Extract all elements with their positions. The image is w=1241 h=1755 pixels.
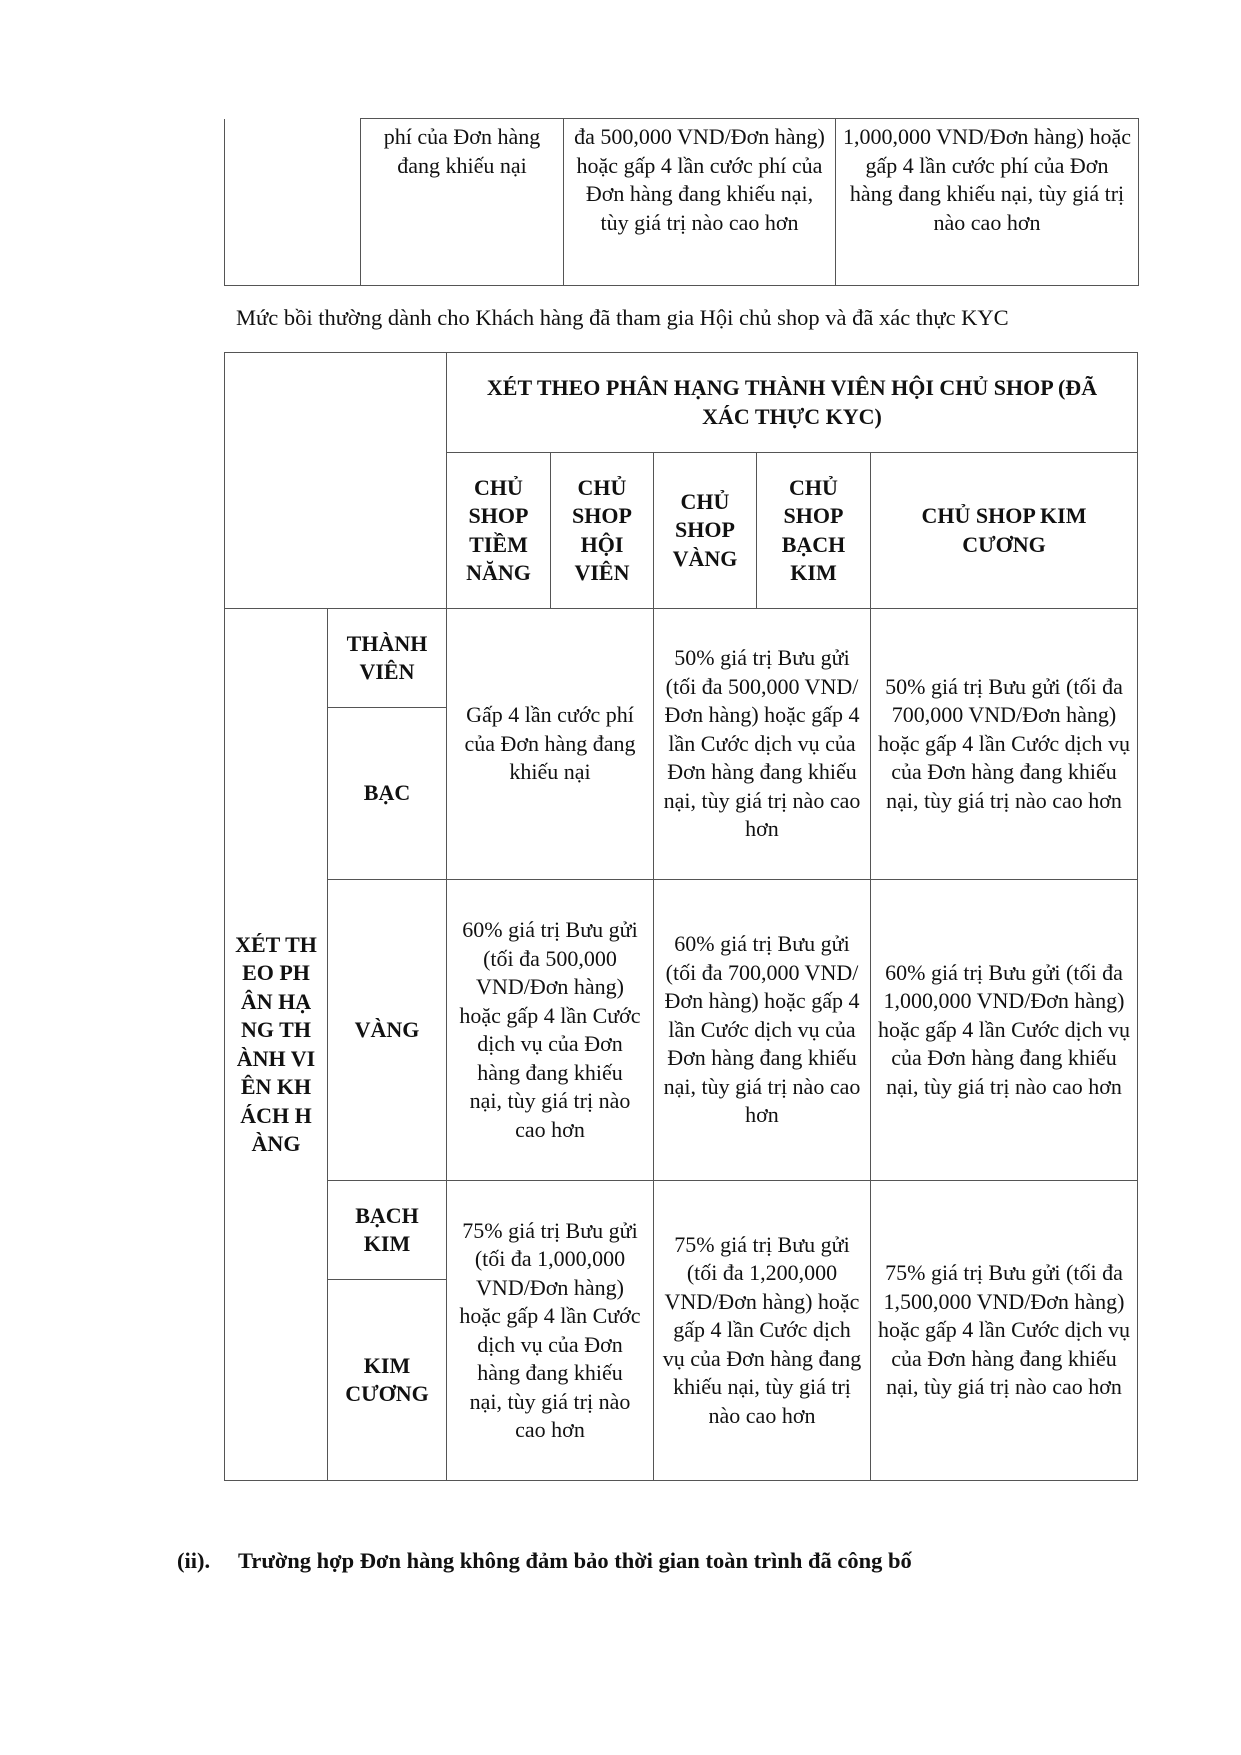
table-cell: 1,000,000 VND/Đơn hàng) hoặc gấp 4 lần cước phí của Đơn hàng đang khiếu nại, tùy giá trị nào cao hơn — [836, 119, 1139, 286]
section-heading: Trường hợp Đơn hàng không đảm bảo thời gian toàn trình đã công bố — [238, 1548, 912, 1573]
table-cell: đa 500,000 VND/Đơn hàng) hoặc gấp 4 lần cước phí của Đơn hàng đang khiếu nại, tùy giá trị nào cao hơn — [564, 119, 836, 286]
table-cell: 50% giá trị Bưu gửi (tối đa 700,000 VND/Đơn hàng) hoặc gấp 4 lần Cước dịch vụ của Đơn hàng đang khiếu nại, tùy giá trị nào cao hơn — [871, 609, 1138, 880]
table-cell: 60% giá trị Bưu gửi (tối đa 500,000 VND/Đơn hàng) hoặc gấp 4 lần Cước dịch vụ của Đơn hàng đang khiếu nại, tùy giá trị nào cao hơn — [447, 880, 654, 1181]
compensation-matrix-table — [224, 352, 1138, 1481]
continued-compensation-table — [224, 118, 1139, 286]
column-header-kim-cuong: CHỦ SHOP KIM CƯƠNG — [871, 453, 1138, 609]
table-cell: Gấp 4 lần cước phí của Đơn hàng đang khiếu nại — [447, 609, 654, 880]
row-header-vang: VÀNG — [328, 880, 447, 1181]
table-cell: 75% giá trị Bưu gửi (tối đa 1,500,000 VND/Đơn hàng) hoặc gấp 4 lần Cước dịch vụ của Đơn hàng đang khiếu nại, tùy giá trị nào cao hơn — [871, 1181, 1138, 1481]
table-cell: 50% giá trị Bưu gửi (tối đa 500,000 VND/Đơn hàng) hoặc gấp 4 lần Cước dịch vụ của Đơn hàng đang khiếu nại, tùy giá trị nào cao hơn — [654, 609, 871, 880]
section-number: (ii). — [177, 1548, 211, 1573]
table-cell: phí của Đơn hàng đang khiếu nại — [361, 119, 564, 286]
table-cell: 75% giá trị Bưu gửi (tối đa 1,200,000 VND/Đơn hàng) hoặc gấp 4 lần Cước dịch vụ của Đơn hàng đang khiếu nại, tùy giá trị nào cao hơn — [654, 1181, 871, 1481]
row-header-bac: BẠC — [328, 708, 447, 880]
row-header-bach-kim: BẠCH KIM — [328, 1181, 447, 1280]
row-header-thanh-vien: THÀNH VIÊN — [328, 609, 447, 708]
table-cell: 75% giá trị Bưu gửi (tối đa 1,000,000 VND/Đơn hàng) hoặc gấp 4 lần Cước dịch vụ của Đơn hàng đang khiếu nại, tùy giá trị nào cao hơn — [447, 1181, 654, 1481]
column-group-header: XÉT THEO PHÂN HẠNG THÀNH VIÊN HỘI CHỦ SHOP (ĐÃ XÁC THỰC KYC) — [447, 353, 1138, 453]
row-header-kim-cuong: KIM CƯƠNG — [328, 1280, 447, 1481]
column-header-hoi-vien: CHỦ SHOP HỘI VIÊN — [551, 453, 654, 609]
corner-cell — [225, 353, 447, 609]
column-header-tiem-nang: CHỦ SHOP TIỀM NĂNG — [447, 453, 551, 609]
column-header-bach-kim: CHỦ SHOP BẠCH KIM — [757, 453, 871, 609]
table-cell: 60% giá trị Bưu gửi (tối đa 700,000 VND/Đơn hàng) hoặc gấp 4 lần Cước dịch vụ của Đơn hàng đang khiếu nại, tùy giá trị nào cao hơn — [654, 880, 871, 1181]
table-cell-empty — [225, 119, 361, 286]
table-cell: 60% giá trị Bưu gửi (tối đa 1,000,000 VND/Đơn hàng) hoặc gấp 4 lần Cước dịch vụ của Đơn hàng đang khiếu nại, tùy giá trị nào cao hơn — [871, 880, 1138, 1181]
row-group-label: XÉT THEO PHÂN HẠNG THÀNH VIÊN KHÁCH HÀNG — [225, 609, 328, 1481]
table-caption: Mức bồi thường dành cho Khách hàng đã tham gia Hội chủ shop và đã xác thực KYC — [236, 305, 1009, 330]
column-header-vang: CHỦ SHOP VÀNG — [654, 453, 757, 609]
